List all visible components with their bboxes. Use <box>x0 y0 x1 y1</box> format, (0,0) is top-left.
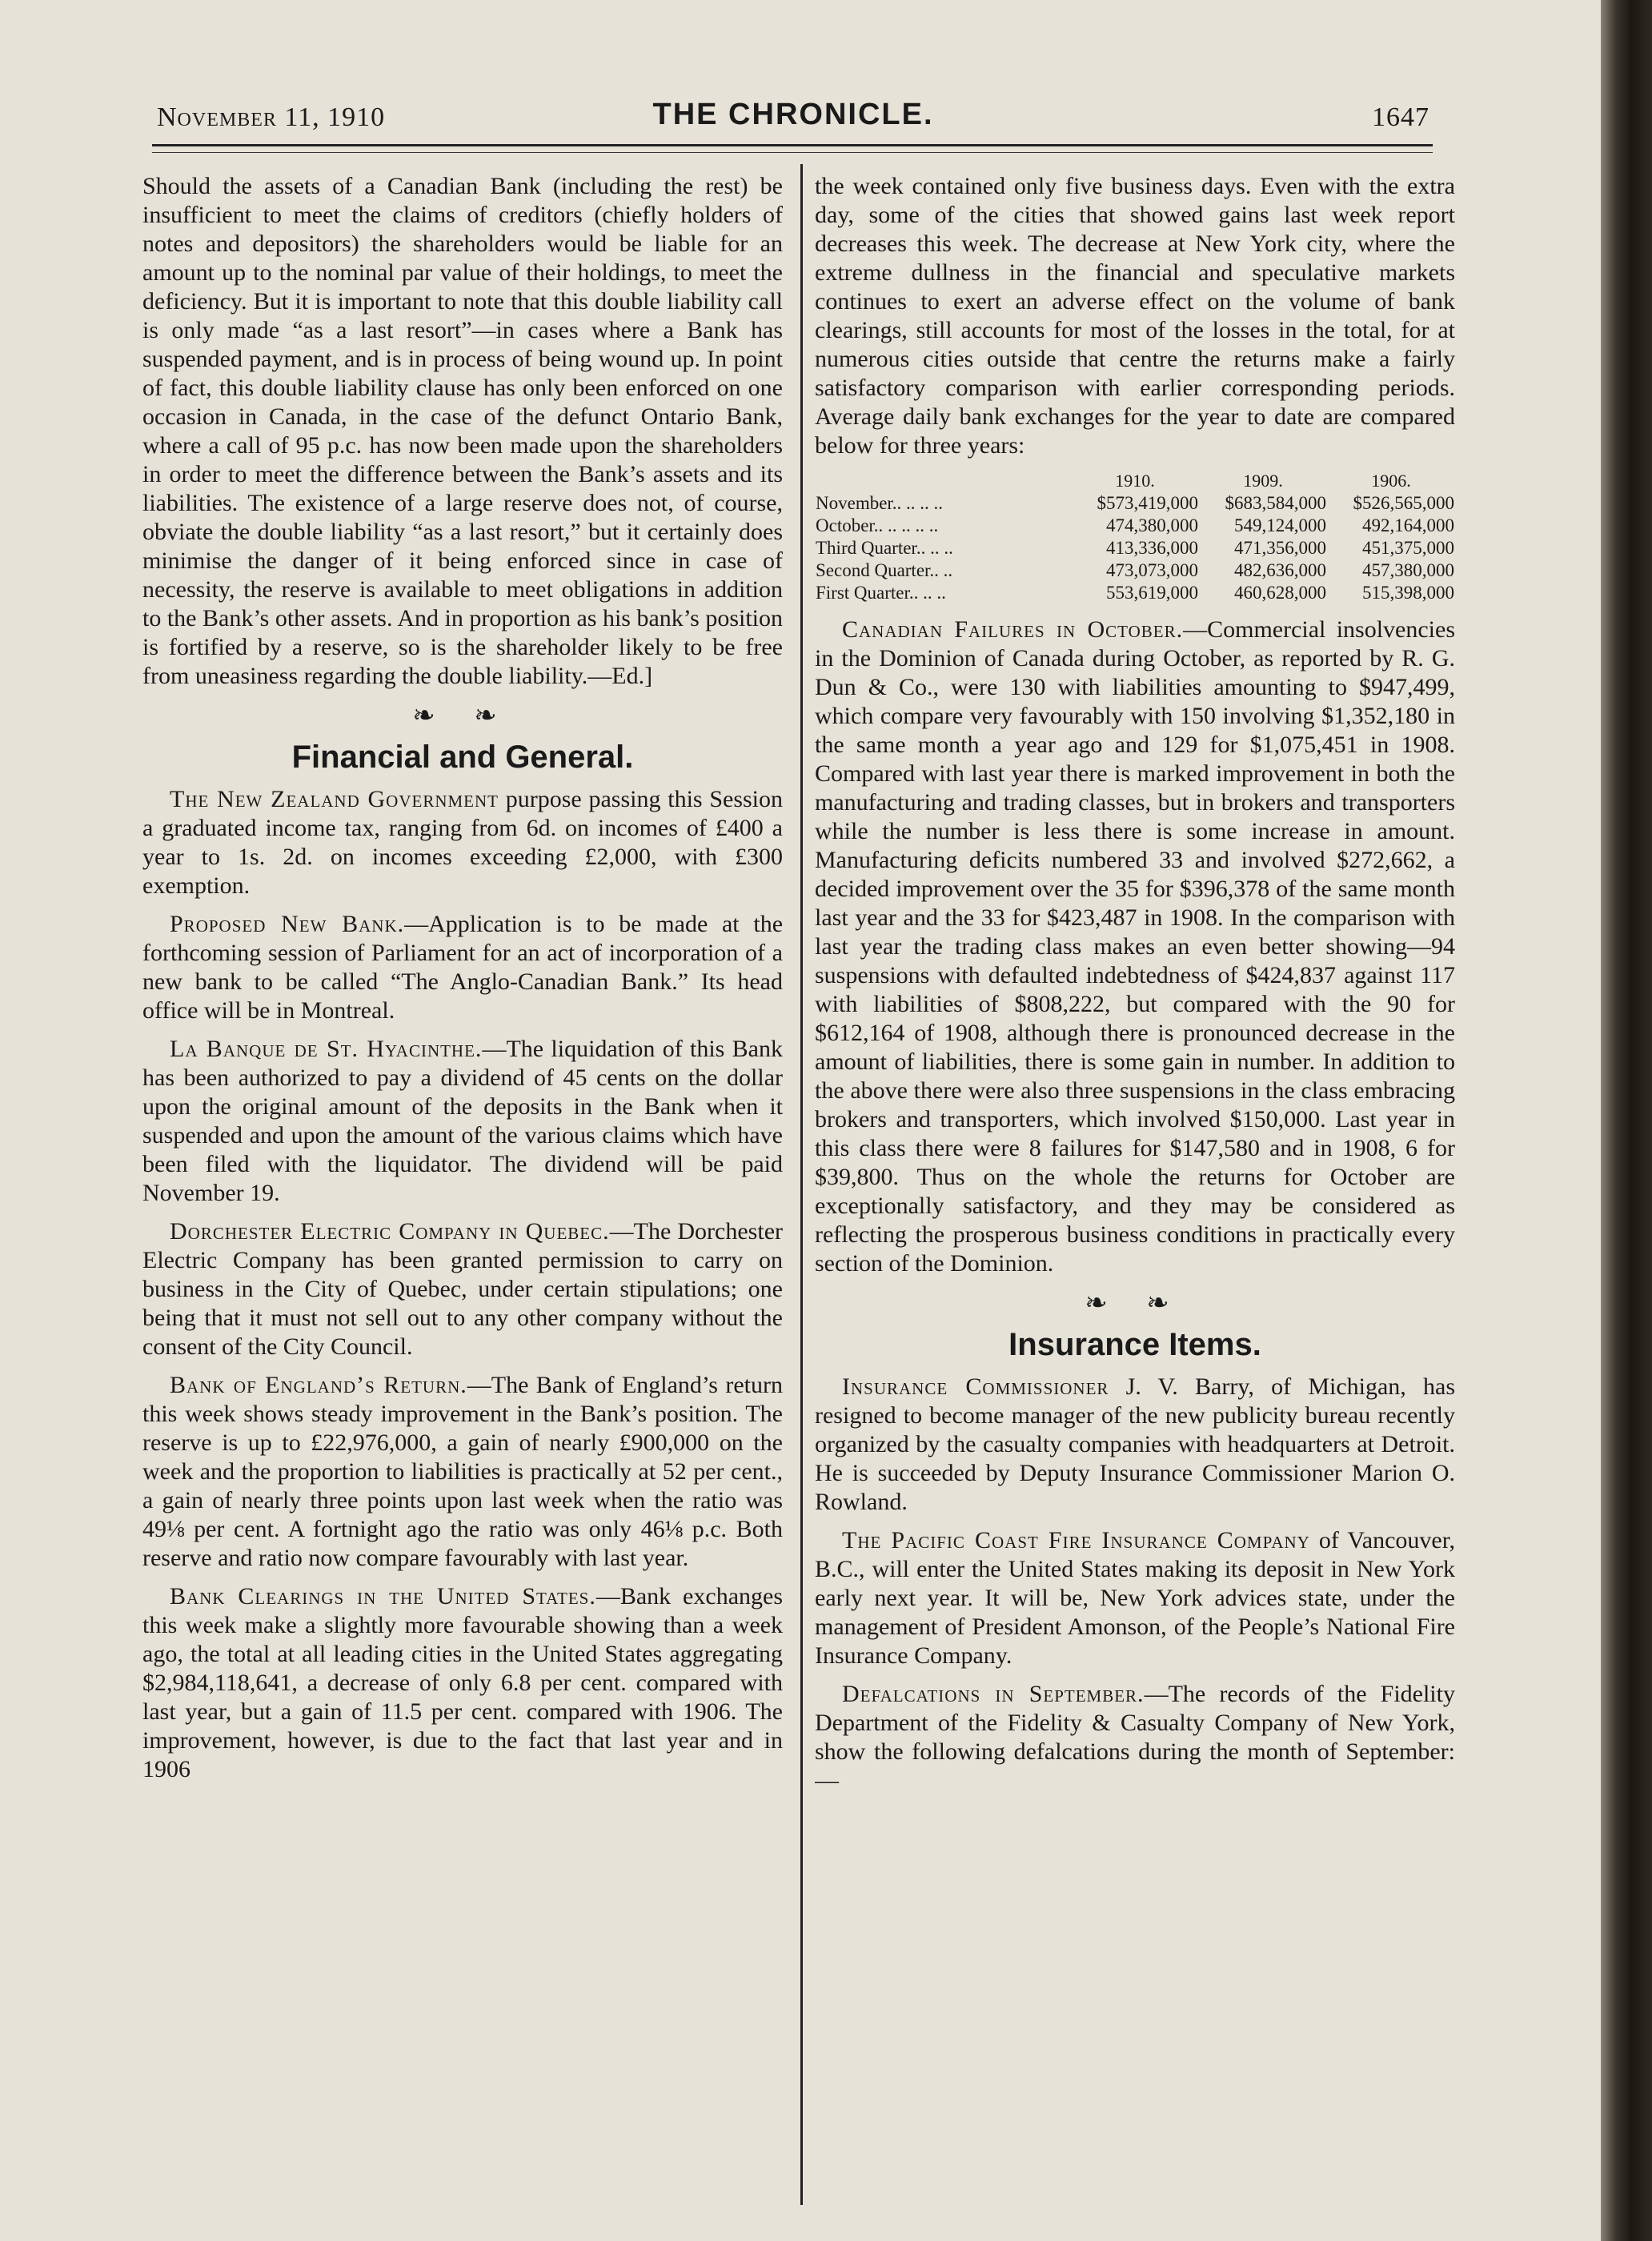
row-label: Second Quarter.. .. <box>816 560 953 580</box>
row-label: October.. .. .. .. .. <box>816 515 939 535</box>
cell-1909: 460,628,000 <box>1234 583 1326 603</box>
editorial-paragraph: Should the assets of a Canadian Bank (including the rest) be insufficient to meet the claims of creditors (chiefly holders of notes and depositors) the shareholders would be liable for an amount up to the nominal par value of their holdings, to meet the deficiency. But it is important to note that this double liability call is only made “as a last resort”—in cases where a Bank has suspended payment, and is in process of being wound up. In point of fact, this double liability clause has only been enforced on one occasion in Canada, in the case of the defunct Ontario Bank, where a call of 95 p.c. has now been made upon the shareholders in order to meet the difference between the Bank’s assets and its liabilities. The existence of a large reserve does not, of course, obviate the double liability “as a last resort,” but it certainly does minimise the danger of it being enforced since in case of necessity, the reserve is available to meet obligations in addition to the Bank’s other assets. And in proportion as his bank’s position is fortified by a reserve, so is the shareholder likely to be free from uneasiness regarding the double liability.—Ed.] <box>142 173 783 689</box>
column-divider <box>800 164 803 2205</box>
cell-1906: $526,565,000 <box>1353 493 1454 513</box>
news-item-lead: La Banque de St. Hyacinthe. <box>170 1036 483 1062</box>
news-item-proposed-bank <box>142 910 783 1025</box>
table-row <box>815 537 1455 559</box>
header-rule-thin <box>152 152 1433 153</box>
news-item-lead: Defalcations in September. <box>842 1681 1145 1707</box>
news-item-body: —The Bank of England’s return this week shows steady improvement in the Bank’s position. The reserve is up to £22,976,000, a gain of nearly £900,000 on the week and the proportion to liabilities is practically at 52 per cent., a gain of nearly three points upon last week when the ratio was 49⅛ per cent. A fortnight ago the ratio was only 46⅛ p.c. Both reserve and ratio now compare favourably with last year. <box>142 1372 783 1571</box>
cell-1910: $573,419,000 <box>1097 493 1198 513</box>
news-item-new-zealand <box>142 785 783 900</box>
table-row <box>815 559 1455 582</box>
cell-1910: 473,073,000 <box>1106 560 1198 580</box>
cell-1910: 413,336,000 <box>1106 538 1198 558</box>
cell-1910: 474,380,000 <box>1106 515 1198 535</box>
news-item-st-hyacinthe <box>142 1035 783 1208</box>
news-item-body: —The Dorchester Electric Company has been granted permission to carry on business in the City of Quebec, under certain stipulations; one being that it must not sell out to any other company without the consent of the City Council. <box>142 1218 783 1360</box>
news-item-lead: Dorchester Electric Company in Quebec. <box>170 1218 610 1245</box>
table-header-year: 1910. <box>1115 471 1155 491</box>
news-item-bank-of-england <box>142 1371 783 1573</box>
news-item-lead: Canadian Failures in October. <box>842 616 1184 643</box>
news-item-lead: Bank of England’s Return. <box>170 1372 467 1398</box>
section-heading-financial: Financial and General. <box>291 740 634 775</box>
news-item-dorchester <box>142 1217 783 1361</box>
news-item-body: of Vancouver, B.C., will enter the United States making its deposit in New York early next year. It will be, New York advices state, under the management of President Amonson, of the People’s National Fire Insurance Company. <box>815 1527 1455 1669</box>
news-item-pacific-coast <box>815 1526 1455 1670</box>
cell-1909: 471,356,000 <box>1234 538 1326 558</box>
page-binding-edge <box>1601 0 1652 2241</box>
right-column <box>815 172 1455 2205</box>
table-header-year: 1906. <box>1371 471 1411 491</box>
news-item-body: J. V. Barry, of Michigan, has resigned to become manager of the new publicity bureau recently organized by the casualty companies with headquarters at Detroit. He is succeeded by Deputy Insurance Commissioner Marion O. Rowland. <box>815 1373 1455 1515</box>
header-date: November 11, 1910 <box>157 102 386 132</box>
table-header-year: 1909. <box>1243 471 1283 491</box>
bank-exchanges-table <box>815 470 1455 604</box>
news-item-lead: Bank Clearings in the United States. <box>170 1583 596 1610</box>
table-row <box>815 515 1455 537</box>
news-item-lead: The Pacific Coast Fire Insurance Company <box>842 1527 1310 1553</box>
table-row <box>815 582 1455 604</box>
cell-1910: 553,619,000 <box>1106 583 1198 603</box>
news-item-bank-clearings <box>142 1582 783 1784</box>
table-header-row <box>815 470 1455 492</box>
news-item-lead: Insurance Commissioner <box>842 1373 1109 1400</box>
page-header <box>157 94 1429 142</box>
cell-1906: 457,380,000 <box>1362 560 1454 580</box>
row-label: November.. .. .. .. <box>816 493 944 513</box>
news-item-body: —The records of the Fidelity Department of the Fidelity & Casualty Company of New York, show the following defalcations during the month of September:— <box>815 1681 1455 1794</box>
ornament-divider: ❧ ❧ <box>412 701 513 731</box>
news-item-lead: Proposed New Bank. <box>170 911 405 937</box>
cell-1906: 515,398,000 <box>1362 583 1454 603</box>
cell-1909: 482,636,000 <box>1234 560 1326 580</box>
ornament-divider: ❧ ❧ <box>1085 1289 1185 1318</box>
news-item-body: —Bank exchanges this week make a slightly more favourable showing than a week ago, the total at all leading cities in the United States aggregating $2,984,118,641, a decrease of only 6.8 per cent. compared with last year, but a gain of 11.5 per cent. compared with 1906. The improvement, however, is due to the fact that last year and in 1906 <box>142 1583 783 1782</box>
section-heading-insurance: Insurance Items. <box>1008 1327 1261 1362</box>
news-item-body: —Commercial insolvencies in the Dominion of Canada during October, as reported by R. G. Dun & Co., were 130 with liabilities amounting to $947,499, which compare very favourably with 150 involving $1,352,180 in the same month a year ago and 129 for $1,075,451 in 1908. Compared with last year there is marked improvement in both the manufacturing and trading classes, but in brokers and transporters while the number is less there is some increase in amount. Manufacturing deficits numbered 33 and involved $272,662, a decided improvement over the 35 for $396,378 of the same month last year and the 33 for $423,487 in 1908. In the comparison with last year the trading class makes an even better showing—94 suspensions with defaulted indebtedness of $424,837 against 117 with liabilities of $808,222, but compared with the 90 for $612,164 of 1908, although there is pronounced decrease in the amount of liabilities, there is some gain in number. In addition to the above there were also three suspensions in the class embracing brokers and transporters, which involved $150,000. Last year in this class there were 8 failures for $147,580 and in 1908, 6 for $39,800. Thus on the whole the returns for October are exceptionally satisfactory, and they may be considered as reflecting the prosperous business conditions in practically every section of the Dominion. <box>815 616 1455 1277</box>
clearings-continued-paragraph: the week contained only five business days. Even with the extra day, some of the cities that showed gains last week report decreases this week. The decrease at New York city, where the extreme dullness in the financial and speculative markets continues to exert an adverse effect on the volume of bank clearings, still accounts for most of the losses in the total, for at numerous cities outside that centre the returns make a fairly satisfactory comparison with earlier corresponding periods. Average daily bank exchanges for the year to date are compared below for three years: <box>815 173 1455 459</box>
page-number: 1647 <box>1372 102 1429 132</box>
cell-1906: 451,375,000 <box>1362 538 1454 558</box>
row-label: Third Quarter.. .. .. <box>816 538 953 558</box>
news-item-defalcations <box>815 1680 1455 1795</box>
cell-1909: 549,124,000 <box>1234 515 1326 535</box>
left-column <box>142 172 783 2205</box>
cell-1909: $683,584,000 <box>1225 493 1326 513</box>
news-item-insurance-commissioner <box>815 1373 1455 1517</box>
row-label: First Quarter.. .. .. <box>816 583 946 603</box>
news-item-body: —Application is to be made at the forthcoming session of Parliament for an act of incorporation of a new bank to be called “The Anglo-Canadian Bank.” Its head office will be in Montreal. <box>142 911 783 1024</box>
news-item-lead: The New Zealand Government <box>170 786 499 812</box>
news-item-body: purpose passing this Session a graduated income tax, ranging from 6d. on incomes of £400 a year to 1s. 2d. on incomes exceeding £2,000, with £300 exemption. <box>142 786 783 899</box>
news-item-body: —The liquidation of this Bank has been authorized to pay a dividend of 45 cents on the dollar upon the original amount of the deposits in the Bank when it suspended and upon the amount of the various claims which have been filed with the liquidator. The dividend will be paid November 19. <box>142 1036 783 1206</box>
news-item-canadian-failures <box>815 615 1455 1278</box>
table-row <box>815 492 1455 515</box>
table-header-blank <box>815 470 1071 492</box>
publication-title: THE CHRONICLE. <box>652 98 934 131</box>
cell-1906: 492,164,000 <box>1362 515 1454 535</box>
header-rule-thick <box>152 144 1433 146</box>
